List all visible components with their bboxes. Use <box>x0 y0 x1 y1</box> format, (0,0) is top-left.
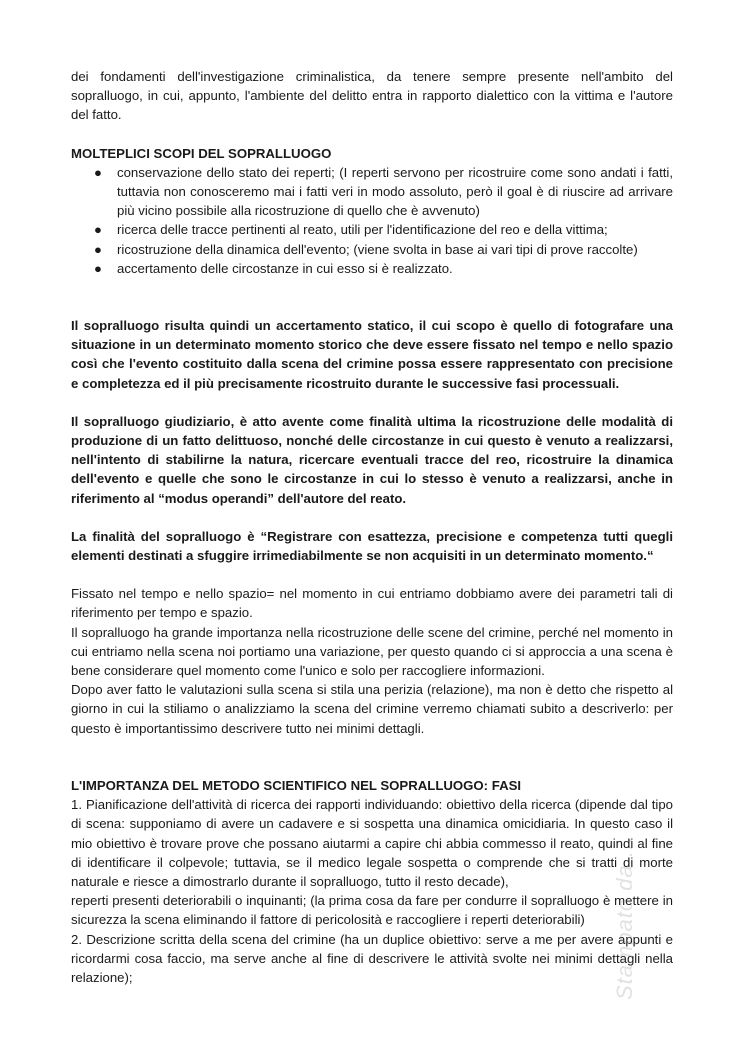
bullet-icon: ● <box>94 241 102 257</box>
section-heading-scopi: MOLTEPLICI SCOPI DEL SOPRALLUOGO <box>71 145 332 161</box>
list-item: ● ricerca delle tracce pertinenti al reato, utili per l'identificazione del reo e della vittima; <box>71 220 673 239</box>
watermark-text: Stampato da ... <box>612 835 637 1000</box>
note-paragraph: Il sopralluogo ha grande importanza nella ricostruzione delle scene del crimine, perché nel momento in cui entriamo nella scena noi portiamo una variazione, per questo quando ci si approccia a una scena è bene considerare quel momento come l'unico e solo per raccogliere informazioni. <box>71 624 673 679</box>
document-page <box>71 67 673 987</box>
intro-paragraph: dei fondamenti dell'investigazione criminalistica, da tenere sempre presente nell'ambito del sopralluogo, in cui, appunto, l'ambiente del delitto entra in rapporto dialettico con la vittima e l'autore del fatto. <box>71 69 673 123</box>
section-heading-metodo: L'IMPORTANZA DEL METODO SCIENTIFICO NEL SOPRALLUOGO: FASI <box>71 777 522 793</box>
finalita-paragraph: La finalità del sopralluogo è “Registrare con esattezza, precisione e competenza tutti quegli elementi destinati a sfuggire irrimediabilmente se non acquisiti in un determinato momento.“ <box>71 528 673 564</box>
list-item: ● conservazione dello stato dei reperti; (I reperti servono per ricostruire come sono andati i fatti, tuttavia non conosceremo mai i fatti veri in modo assoluto, però il goal è di riuscire ad arrivare più vicino possibile alla ricostruzione di quello che è avvenuto) <box>94 164 673 219</box>
note-paragraph: Fissato nel tempo e nello spazio= nel momento in cui entriamo dobbiamo avere dei parametri tali di riferimento per tempo e spazio. <box>71 586 673 621</box>
scopi-list <box>71 163 673 278</box>
step-paragraph: 2. Descrizione scritta della scena del crimine (ha un duplice obiettivo: serve a me per avere appunti e ricordarmi cosa faccio, ma serve anche al fine di descrivere le attività svolte nei minimi dettagli nella relazione); <box>71 931 673 985</box>
bullet-icon: ● <box>94 164 102 180</box>
list-item: ● ricostruzione della dinamica dell'evento; (viene svolta in base ai vari tipi di prove raccolte) <box>71 240 673 259</box>
note-paragraph: Dopo aver fatto le valutazioni sulla scena si stila una perizia (relazione), ma non è detto che rispetto al giorno in cui la stiliamo o analizziamo la scena del crimine verremo chiamati subito a descriverlo: per questo è importantissimo descrivere tutto nei minimi dettagli. <box>71 682 673 736</box>
giudiziario-paragraph: Il sopralluogo giudiziario, è atto avente come finalità ultima la ricostruzione delle modalità di produzione di un fatto delittuoso, nonché delle circostanze in cui questo è venuto a realizzarsi, nell'intento di stabilirne la natura, ricercare eventuali tracce del reo, ricostruire la dinamica dell'evento e quelle che sono le circostanze in cui lo stesso è venuto a realizzarsi, anche in riferimento al “modus operandi” dell'autore del reato. <box>71 413 673 506</box>
static-paragraph: Il sopralluogo risulta quindi un accertamento statico, il cui scopo è quello di fotografare una situazione in un determinato momento storico che deve essere fissato nel tempo e nello spazio così che l'evento costituito dalla scena del crimine possa essere rappresentato con precisione e completezza ed il più precisamente ricostruito durante le successive fasi processuali. <box>71 318 673 391</box>
step-paragraph: 1. Pianificazione dell'attività di ricerca dei rapporti individuando: obiettivo della ricerca (dipende dal tipo di scena: supponiamo di avere un cadavere e si sospetta una dinamica omicidiaria. In questo caso il mio obiettivo è trovare prove che possano aiutarmi a capire chi abbia commesso il reato, quindi al fine di identificare il colpevole; tuttavia, se il medico legale sospetta o comprende che si tratti di morte naturale e riesce a dimostrarlo durante il sopralluogo, tutto il resto decade), <box>71 797 673 889</box>
list-item: ● accertamento delle circostanze in cui esso si è realizzato. <box>71 259 673 278</box>
bullet-icon: ● <box>94 222 102 238</box>
bullet-icon: ● <box>94 260 102 276</box>
step-paragraph: reperti presenti deteriorabili o inquinanti; (la prima cosa da fare per condurre il sopralluogo è mettere in sicurezza la scena eliminando il fattore di pericolosità e raccogliere i reperti deteriorabili) <box>71 893 673 928</box>
